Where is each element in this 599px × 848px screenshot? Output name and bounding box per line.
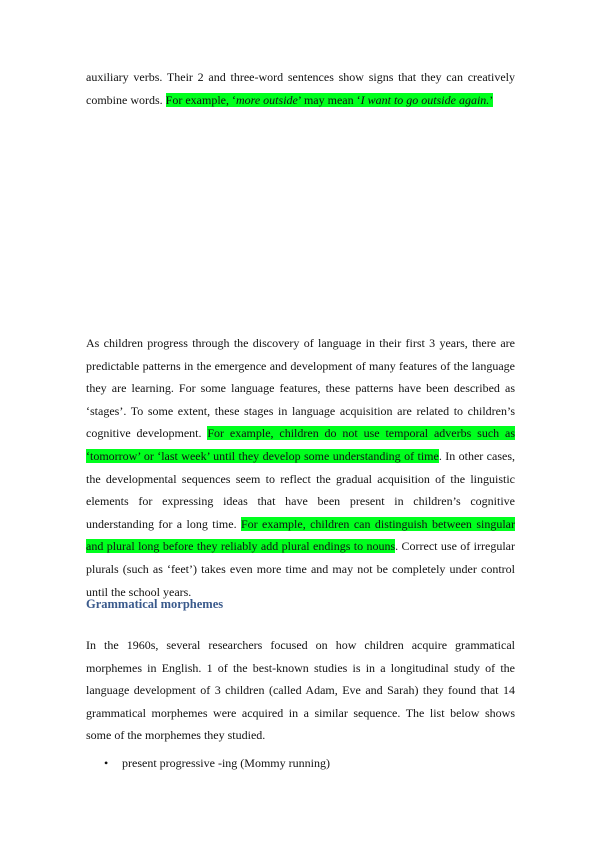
- paragraph-morphemes: In the 1960s, several researchers focused on how children acquire grammatical morphemes in English. 1 of the best-known studies is in a longitudinal study of the language development of 3 children (called Adam, Eve and Sarah) they found that 14 grammatical morphemes were acquired in a similar sequence. The list below shows some of the morphemes they studied.: [86, 638, 515, 743]
- highlight-text: ’: [489, 92, 494, 107]
- paragraph-text: . Correct use of irregular plurals (such as ‘feet’) takes even more time and may not be completely under control until the school years.: [86, 539, 515, 599]
- list-item: [104, 752, 330, 774]
- bullet-icon: •: [104, 756, 109, 770]
- paragraph-auxiliary-verbs: [86, 66, 515, 111]
- highlight-plural: For example, children can distinguish between singular and plural long before they reliably add plural endings to nouns: [86, 516, 515, 554]
- highlight-text: For example, ‘: [165, 92, 236, 107]
- italic-example: more outside: [235, 92, 298, 107]
- list-item-text: present progressive -ing (Mommy running): [122, 756, 330, 770]
- highlight-example: [166, 93, 494, 107]
- paragraph-text: As children progress through the discovery of language in their first 3 years, there are predictable patterns in the emergence and development of many features of the language they are learning. For some language features, these patterns have been described as ‘stages’. To some extent, these stages in language acquisition are related to children’s cognitive development.: [86, 336, 515, 441]
- paragraph-language-stages: [86, 332, 515, 603]
- section-heading: Grammatical morphemes: [86, 597, 224, 611]
- highlight-temporal-adverbs: For example, children do not use temporal adverbs such as ‘tomorrow’ or ‘last week’ until they develop some understanding of time: [86, 426, 515, 463]
- paragraph-text: auxiliary verbs. Their 2 and three-word sentences show signs that they can creatively combine words.: [86, 70, 515, 107]
- highlight-text: ’ may mean ‘: [297, 92, 361, 107]
- italic-example: I want to go outside again.: [360, 92, 490, 107]
- paragraph-text: . In other cases, the developmental sequences seem to reflect the gradual acquisition of the linguistic elements for expressing ideas that have been present in children’s cognitive understanding for a long time.: [86, 448, 515, 531]
